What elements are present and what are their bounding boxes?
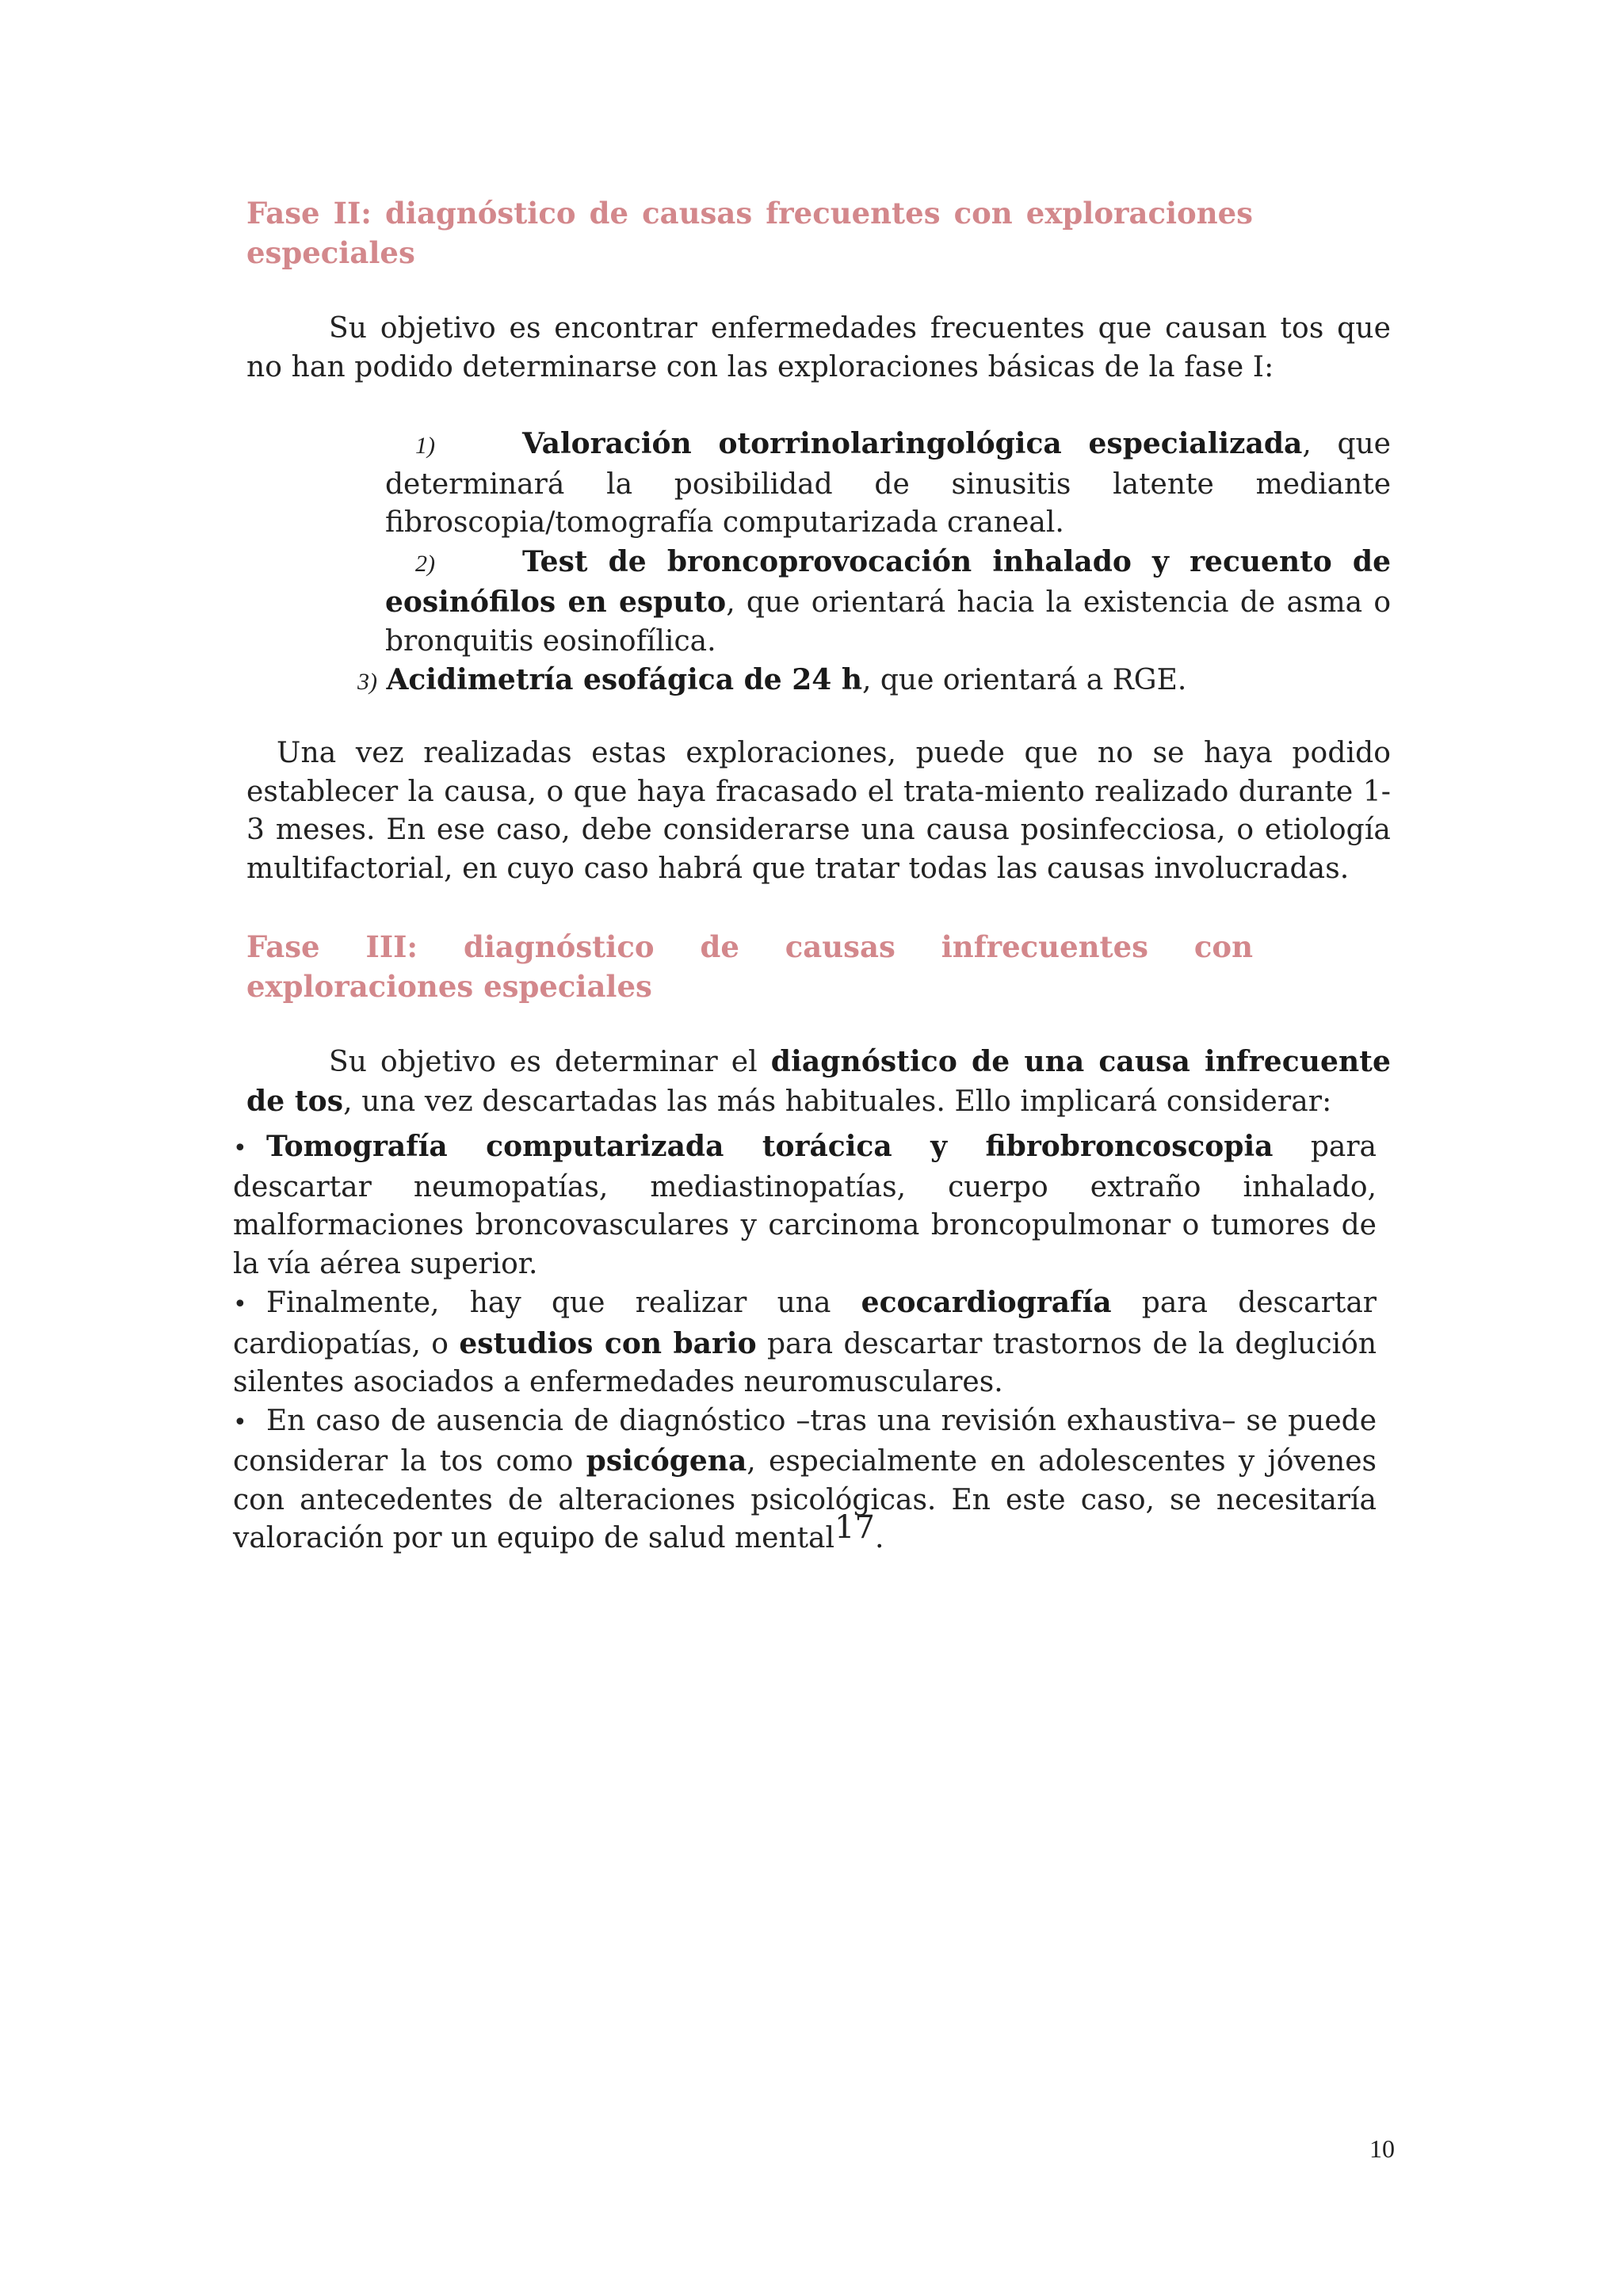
bullet-icon: • xyxy=(233,1408,247,1436)
bullet-text: para descartar cardiopatías, o xyxy=(233,1287,1377,1360)
bullet-icon: • xyxy=(233,1291,247,1318)
numbered-list xyxy=(357,425,1392,702)
list-item xyxy=(357,661,1391,702)
list-item xyxy=(385,543,1391,662)
bullet-bold: estudios con bario xyxy=(459,1326,757,1360)
bullet-text: , especialmente en adolescentes y jóvenes con antecedentes de alteraciones psicológicas. En este caso, se necesitaría valoración por un equipo de salud mental xyxy=(233,1445,1377,1554)
list-item-bold: Acidimetría esofágica de 24 h xyxy=(386,663,862,696)
bullet-text: para descartar trastornos de la deglución silentes asociados a enfermedades neuromusculares. xyxy=(233,1327,1377,1398)
bullet-bold: ecocardiografía xyxy=(861,1286,1112,1319)
bullet-text: para descartar neumopatías, mediastinopatías, cuerpo extraño inhalado, malformaciones broncovasculares y carcinoma broncopulmonar o tumores de la vía aérea superior. xyxy=(233,1131,1377,1280)
bullet-bold: Tomografía computarizada torácica y fibrobroncoscopia xyxy=(266,1130,1274,1163)
bullet-list xyxy=(233,1127,1377,1558)
section-closing-paragraph: Una vez realizadas estas exploraciones, puede que no se haya podido establecer la causa, o que haya fracasado el trata-miento realizado durante 1-3 meses. En ese caso, debe considerarse una causa posinfecciosa, o etiología multifactorial, en cuyo caso habrá que tratar todas las causas involucradas. xyxy=(246,737,1391,885)
bullet-text: En caso de ausencia de diagnóstico –tras una revisión exhaustiva– se puede considerar la tos como xyxy=(233,1404,1377,1478)
list-item-text: , que orientará hacia la existencia de asma o bronquitis eosinofílica. xyxy=(385,586,1392,658)
list-item-text: , que determinará la posibilidad de sinusitis latente mediante fibroscopia/tomografía computarizada craneal. xyxy=(385,428,1391,539)
list-item xyxy=(385,425,1391,543)
bullet-text: Finalmente, hay que realizar una xyxy=(266,1287,861,1319)
bullet-text: . xyxy=(874,1522,884,1554)
bullet-icon: • xyxy=(233,1135,247,1162)
section-heading-fase-iii: Fase III: diagnóstico de causas infrecuentes con exploraciones especiales xyxy=(246,929,1253,1004)
list-marker: 1) xyxy=(415,433,435,459)
bullet-item xyxy=(233,1127,1377,1283)
section-intro-paragraph: Su objetivo es encontrar enfermedades frecuentes que causan tos que no han podido determinarse con las exploraciones básicas de la fase I: xyxy=(246,312,1391,383)
intro-text: , una vez descartadas las más habituales. Ello implicará considerar: xyxy=(343,1085,1332,1118)
list-item-bold: Valoración otorrinolaringológica especializada xyxy=(522,427,1303,460)
intro-bold: diagnóstico de una causa infrecuente de tos xyxy=(246,1045,1392,1118)
section-intro-paragraph xyxy=(246,1043,1391,1121)
bullet-bold: psicógena xyxy=(586,1444,747,1478)
section-heading-fase-ii: Fase II: diagnóstico de causas frecuentes con exploraciones especiales xyxy=(246,196,1253,270)
page-number: 10 xyxy=(1369,2134,1395,2163)
list-item-bold: Test de broncoprovocación inhalado y recuento de eosinófilos en esputo xyxy=(385,544,1391,619)
list-marker: 2) xyxy=(415,550,435,577)
bullet-item xyxy=(233,1283,1377,1402)
footnote-reference: 17 xyxy=(834,1509,875,1546)
list-marker: 3) xyxy=(357,669,377,695)
bullet-item xyxy=(233,1402,1377,1558)
intro-text: Su objetivo es determinar el xyxy=(329,1046,771,1078)
list-item-text: , que orientará a RGE. xyxy=(862,664,1187,696)
